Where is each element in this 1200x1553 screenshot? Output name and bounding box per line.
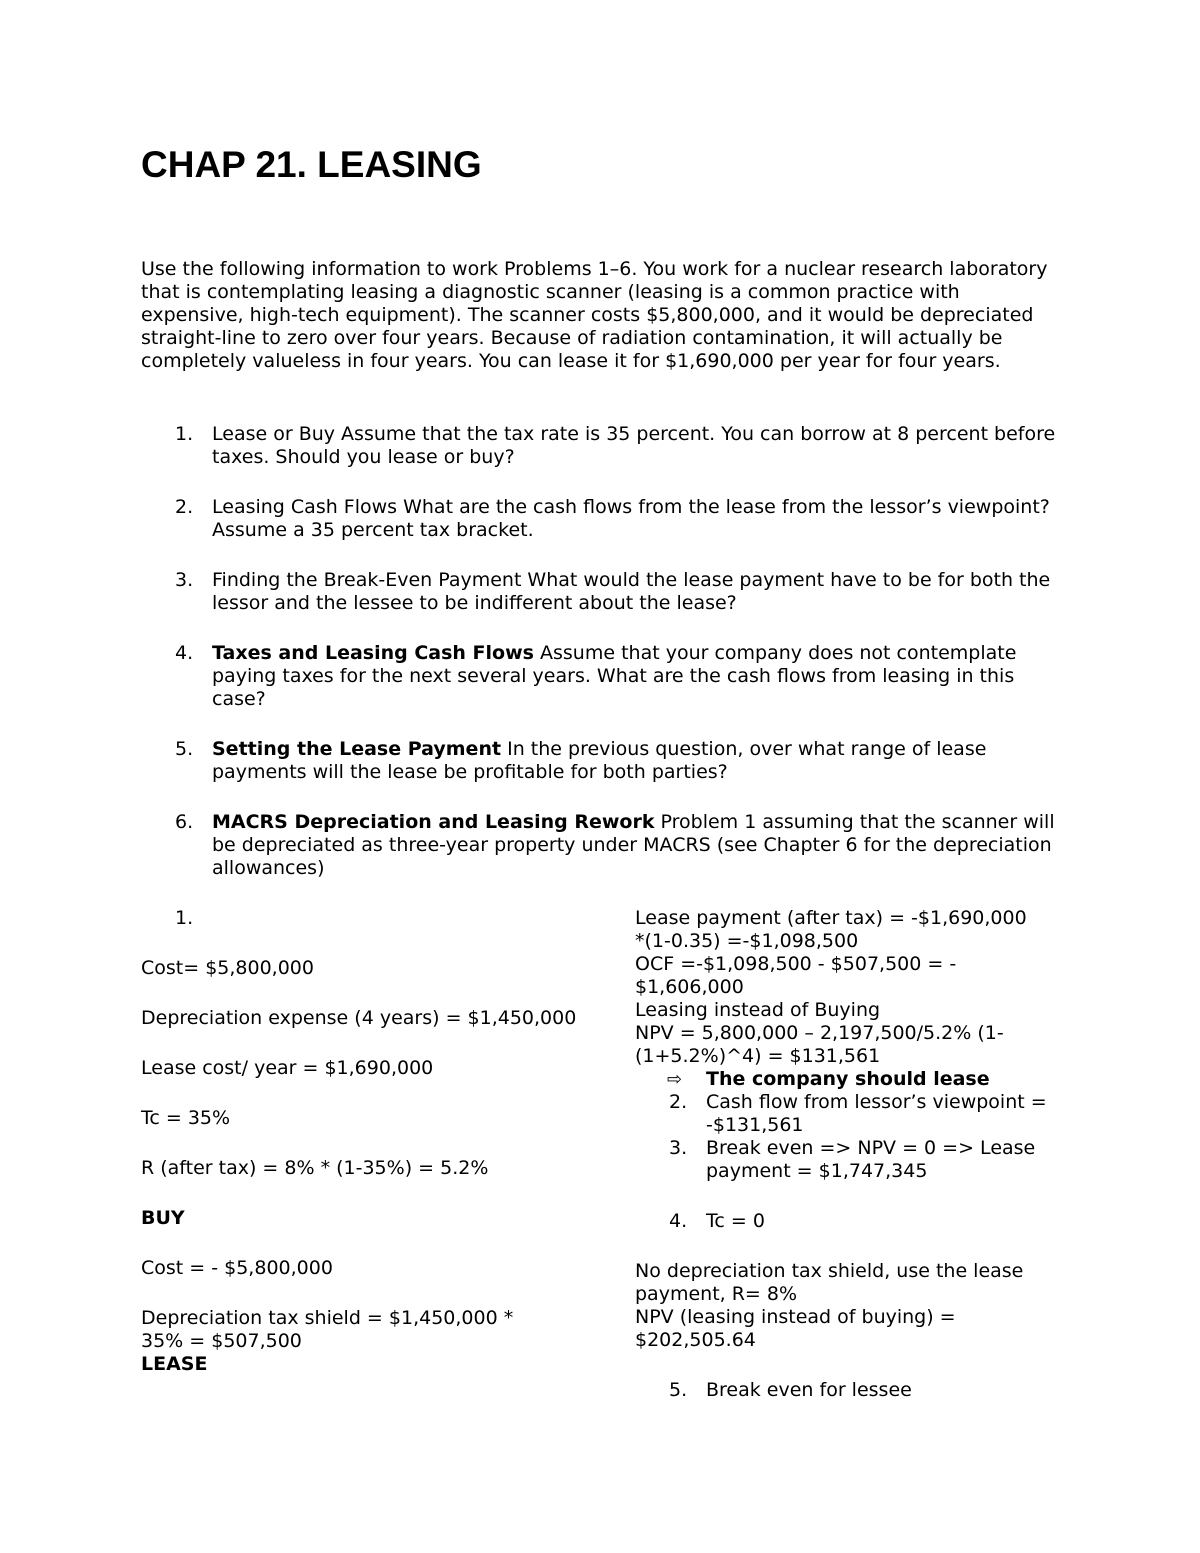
- answer-number: 4.: [669, 1210, 688, 1232]
- solution-left-column: [141, 907, 581, 1376]
- answer-text: Cash flow from lessor’s viewpoint = -$131,561: [706, 1091, 1047, 1136]
- answer-item: [635, 1137, 1075, 1183]
- after-tax-rate-line: R (after tax) = 8% * (1-35%) = 5.2%: [141, 1157, 489, 1179]
- problem-number: 5.: [175, 738, 194, 760]
- answer-item: [635, 1379, 1075, 1402]
- answer-text: Tc = 0: [706, 1210, 765, 1232]
- tax-rate-line: Tc = 35%: [141, 1107, 231, 1129]
- npv-formula-cont: (1+5.2%)^4) = $131,561: [635, 1045, 881, 1067]
- problem-text: Assume that your company does not contemplate paying taxes for the next several years. What are the cash flows from leasing in this case?: [212, 642, 1017, 710]
- npv-value: $202,505.64: [635, 1329, 756, 1351]
- answer-text: Break even for lessee: [706, 1379, 912, 1401]
- problem-number: 4.: [175, 642, 194, 664]
- problem-text: Finding the Break-Even Payment What would the lease payment have to be for both the lessor and the lessee to be indifferent about the lease?: [212, 569, 1051, 614]
- answer-number: 3.: [669, 1137, 688, 1159]
- npv-label: NPV (leasing instead of buying) =: [635, 1306, 956, 1328]
- problem-item: [141, 496, 1071, 542]
- lease-cost-line: Lease cost/ year = $1,690,000: [141, 1057, 434, 1079]
- leasing-instead-label: Leasing instead of Buying: [635, 999, 881, 1021]
- conclusion-line: [635, 1068, 1075, 1091]
- problem-item: [141, 738, 1071, 784]
- problem-heading: Setting the Lease Payment: [212, 738, 502, 760]
- problem-heading: MACRS Depreciation and Leasing Rework: [212, 811, 655, 833]
- problem-item: [141, 423, 1071, 469]
- buy-cost-line: Cost = - $5,800,000: [141, 1257, 333, 1279]
- problem-text: Lease or Buy Assume that the tax rate is 35 percent. You can borrow at 8 percent before taxes. Should you lease or buy?: [212, 423, 1056, 468]
- answer-number: 5.: [669, 1379, 688, 1401]
- depreciation-line: Depreciation expense (4 years) = $1,450,000: [141, 1007, 577, 1029]
- problem-list: [141, 423, 1071, 907]
- problem-heading: Taxes and Leasing Cash Flows: [212, 642, 534, 664]
- lease-payment-calc: *(1-0.35) =-$1,098,500: [635, 930, 859, 952]
- problem-number: 1.: [175, 423, 194, 445]
- buy-heading: BUY: [141, 1207, 185, 1229]
- arrow-right-icon: ⇨: [667, 1069, 683, 1090]
- problem-item: [141, 811, 1071, 880]
- answer-item: [635, 1210, 1075, 1233]
- problem-item: [141, 569, 1071, 615]
- answer-number: 2.: [669, 1091, 688, 1113]
- answer-text: Break even => NPV = 0 => Lease payment = $1,747,345: [706, 1137, 1036, 1182]
- problem-text: Problem 1 assuming that the scanner will be depreciated as three-year property under MACRS (see Chapter 6 for the depreciation allowances): [212, 811, 1055, 879]
- tax-shield-line: Depreciation tax shield = $1,450,000 *: [141, 1307, 514, 1329]
- ocf-value: $1,606,000: [635, 976, 744, 998]
- problem-text: Leasing Cash Flows What are the cash flows from the lease from the lessor’s viewpoint? Assume a 35 percent tax bracket.: [212, 496, 1050, 541]
- page-title: CHAP 21. LEASING: [141, 144, 482, 185]
- problem-number: 2.: [175, 496, 194, 518]
- conclusion-text: The company should lease: [706, 1068, 990, 1090]
- problem-text: In the previous question, over what range of lease payments will the lease be profitable for both parties?: [212, 738, 987, 783]
- solution-right-column: [635, 907, 1075, 1402]
- problem-number: 3.: [175, 569, 194, 591]
- tax-shield-value: 35% = $507,500: [141, 1330, 302, 1352]
- ocf-line: OCF =-$1,098,500 - $507,500 = -: [635, 953, 957, 975]
- lease-payment-line: Lease payment (after tax) = -$1,690,000: [635, 907, 1027, 929]
- intro-paragraph: Use the following information to work Problems 1–6. You work for a nuclear research laboratory that is contemplating leasing a diagnostic scanner (leasing is a common practice with expensive, high-tech equipment). The scanner costs $5,800,000, and it would be depreciated straight-line to zero over four years. Because of radiation contamination, it will actually be completely valueless in four years. You can lease it for $1,690,000 per year for four years.: [141, 258, 1048, 372]
- answer-item: [635, 1091, 1075, 1137]
- problem-number: 6.: [175, 811, 194, 833]
- solution-number-label: 1.: [175, 907, 194, 929]
- solution-number: [141, 907, 581, 930]
- problem-item: [141, 642, 1071, 711]
- no-depreciation-line: No depreciation tax shield, use the lease payment, R= 8%: [635, 1260, 1024, 1305]
- cost-line: Cost= $5,800,000: [141, 957, 314, 979]
- lease-heading: LEASE: [141, 1353, 208, 1375]
- npv-formula: NPV = 5,800,000 – 2,197,500/5.2% (1-: [635, 1022, 1004, 1044]
